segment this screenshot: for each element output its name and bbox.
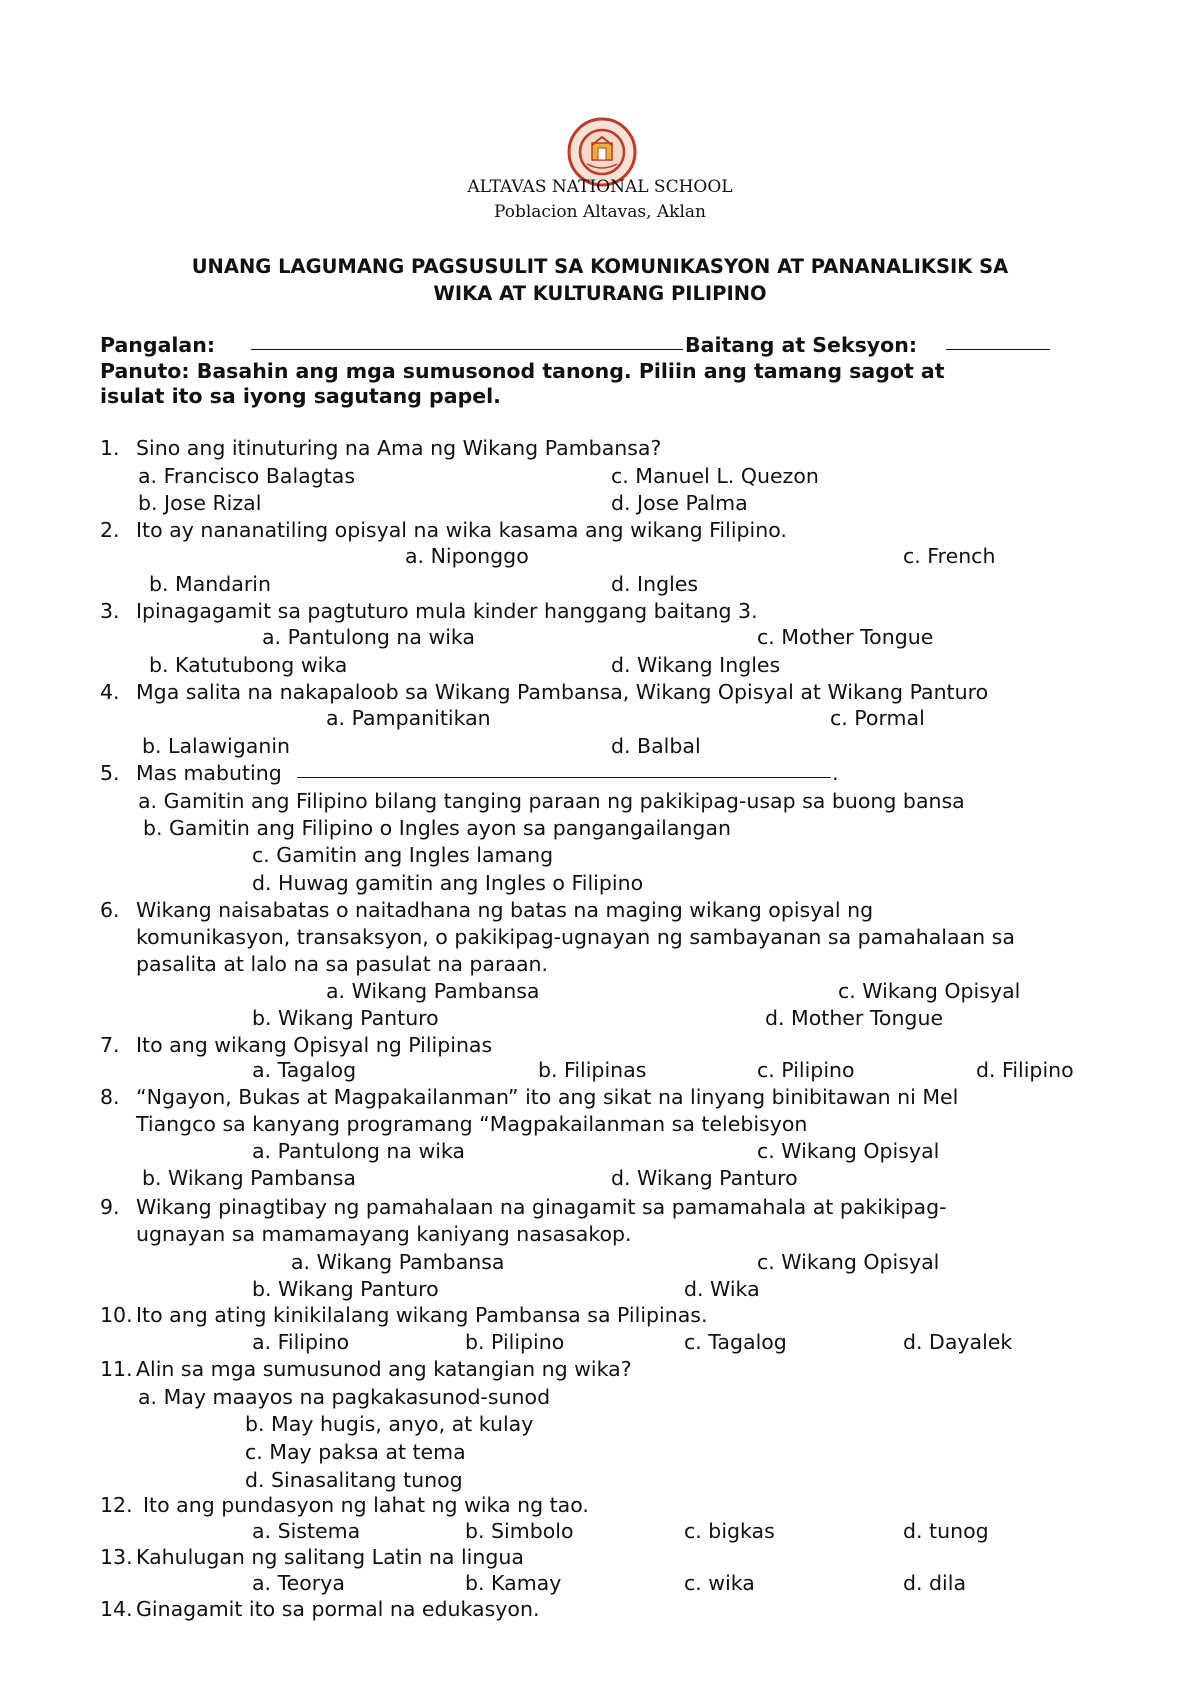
choice-d[interactable]: d. tunog [903, 1519, 989, 1543]
choice-d[interactable]: d. Jose Palma [611, 491, 748, 515]
question-text-line1: “Ngayon, Bukas at Magpakailanman” ito ang sikat na linyang binibitawan ni Mel [136, 1085, 959, 1109]
choice-c[interactable]: c. bigkas [684, 1519, 775, 1543]
question-text-line2: ugnayan sa mamamayang kaniyang nasasakop. [136, 1222, 632, 1246]
name-field[interactable] [251, 331, 683, 355]
choice-c[interactable]: c. Wikang Opisyal [757, 1250, 940, 1274]
choice-a[interactable]: a. Wikang Pambansa [291, 1250, 505, 1274]
choice-b[interactable]: b. Mandarin [149, 572, 271, 596]
choice-a[interactable]: a. May maayos na pagkakasunod-sunod [138, 1385, 551, 1409]
name-label: Pangalan: [100, 333, 216, 357]
choice-c[interactable]: c. Gamitin ang Ingles lamang [252, 843, 554, 867]
choice-a[interactable]: a. Francisco Balagtas [138, 464, 356, 488]
choice-d[interactable]: d. Mother Tongue [765, 1006, 944, 1030]
question-text-line3: pasalita at lalo na sa pasulat na paraan. [136, 952, 549, 976]
question-text: Alin sa mga sumusunod ang katangian ng wika? [136, 1357, 632, 1381]
question-text: Ito ang pundasyon ng lahat ng wika ng tao. [143, 1493, 589, 1517]
question-number: 14. [100, 1597, 133, 1621]
choice-b[interactable]: b. Wikang Pambansa [142, 1166, 356, 1190]
choice-d[interactable]: d. Huwag gamitin ang Ingles o Filipino [252, 871, 644, 895]
question-number: 12. [100, 1493, 133, 1517]
choice-b[interactable]: b. May hugis, anyo, at kulay [245, 1412, 534, 1436]
choice-d[interactable]: d. Ingles [611, 572, 699, 596]
choice-a[interactable]: a. Pantulong na wika [262, 625, 475, 649]
question-text: Mas mabuting [136, 761, 282, 785]
question-number: 4. [100, 680, 120, 704]
question-text: Ito ang wikang Opisyal ng Pilipinas [136, 1033, 493, 1057]
question-number: 7. [100, 1033, 120, 1057]
choice-a[interactable]: a. Wikang Pambansa [326, 979, 540, 1003]
choice-a[interactable]: a. Filipino [252, 1330, 350, 1354]
choice-d[interactable]: d. Dayalek [903, 1330, 1013, 1354]
choice-a[interactable]: a. Tagalog [252, 1058, 357, 1082]
question-text: Ipinagagamit sa pagtuturo mula kinder hanggang baitang 3. [136, 599, 758, 623]
choice-b[interactable]: b. Gamitin ang Filipino o Ingles ayon sa pangangailangan [143, 816, 731, 840]
choice-c[interactable]: c. wika [684, 1571, 755, 1595]
choice-b[interactable]: b. Jose Rizal [138, 491, 262, 515]
instructions-line2: isulat ito sa iyong sagutang papel. [100, 384, 501, 408]
choice-a[interactable]: a. Pampanitikan [326, 706, 491, 730]
question-end: . [832, 761, 839, 785]
question-number: 10. [100, 1303, 133, 1327]
question-number: 3. [100, 599, 120, 623]
choice-a[interactable]: a. Pantulong na wika [252, 1139, 465, 1163]
exam-title-line2: WIKA AT KULTURANG PILIPINO [433, 282, 767, 305]
choice-d[interactable]: d. Wikang Ingles [611, 653, 781, 677]
choice-c[interactable]: c. Pilipino [757, 1058, 855, 1082]
question-number: 9. [100, 1195, 120, 1219]
choice-a[interactable]: a. Gamitin ang Filipino bilang tanging paraan ng pakikipag-usap sa buong bansa [138, 789, 965, 813]
question-text-line1: Wikang pinagtibay ng pamahalaan na ginagamit sa pamamahala at pakikipag- [136, 1195, 947, 1219]
question-text: Kahulugan ng salitang Latin na lingua [136, 1545, 524, 1569]
instructions-line1: Panuto: Basahin ang mga sumusonod tanong. Piliin ang tamang sagot at [100, 359, 945, 383]
choice-b[interactable]: b. Wikang Panturo [252, 1006, 439, 1030]
school-name: ALTAVAS NATIONAL SCHOOL [467, 177, 733, 197]
choice-d[interactable]: d. Wika [684, 1277, 760, 1301]
choice-b[interactable]: b. Wikang Panturo [252, 1277, 439, 1301]
exam-title-line1: UNANG LAGUMANG PAGSUSULIT SA KOMUNIKASYON AT PANANALIKSIK SA [191, 255, 1009, 278]
question-number: 1. [100, 436, 120, 460]
choice-d[interactable]: d. Filipino [976, 1058, 1074, 1082]
choice-b[interactable]: b. Pilipino [465, 1330, 565, 1354]
choice-d[interactable]: d. Wikang Panturo [611, 1166, 798, 1190]
question-text-line1: Wikang naisabatas o naitadhana ng batas na maging wikang opisyal ng [136, 898, 874, 922]
question-text: Ginagamit ito sa pormal na edukasyon. [136, 1597, 540, 1621]
question-text-line2: komunikasyon, transaksyon, o pakikipag-ugnayan ng sambayanan sa pamahalaan sa [136, 925, 1015, 949]
question-number: 5. [100, 761, 120, 785]
question-number: 6. [100, 898, 120, 922]
question-number: 8. [100, 1085, 120, 1109]
school-address: Poblacion Altavas, Aklan [493, 202, 707, 222]
choice-c[interactable]: c. Tagalog [684, 1330, 787, 1354]
answer-blank[interactable] [297, 759, 831, 783]
question-text: Ito ay nananatiling opisyal na wika kasama ang wikang Filipino. [136, 518, 787, 542]
grade-label: Baitang at Seksyon: [685, 333, 918, 357]
choice-b[interactable]: b. Katutubong wika [149, 653, 348, 677]
question-text-line2: Tiangco sa kanyang programang “Magpakailanman sa telebisyon [136, 1112, 808, 1136]
grade-field[interactable] [946, 331, 1050, 355]
choice-c[interactable]: c. Mother Tongue [757, 625, 934, 649]
choice-b[interactable]: b. Kamay [465, 1571, 562, 1595]
question-text: Mga salita na nakapaloob sa Wikang Pambansa, Wikang Opisyal at Wikang Panturo [136, 680, 989, 704]
choice-b[interactable]: b. Simbolo [465, 1519, 574, 1543]
choice-d[interactable]: d. Balbal [611, 734, 701, 758]
question-number: 2. [100, 518, 120, 542]
choice-c[interactable]: c. May paksa at tema [245, 1440, 466, 1464]
choice-d[interactable]: d. Sinasalitang tunog [245, 1468, 463, 1492]
choice-c[interactable]: c. Wikang Opisyal [838, 979, 1021, 1003]
question-text: Ito ang ating kinikilalang wikang Pambansa sa Pilipinas. [136, 1303, 708, 1327]
question-text: Sino ang itinuturing na Ama ng Wikang Pambansa? [136, 436, 662, 460]
question-number: 11. [100, 1357, 133, 1381]
choice-c[interactable]: c. Manuel L. Quezon [611, 464, 819, 488]
choice-a[interactable]: a. Sistema [252, 1519, 361, 1543]
choice-c[interactable]: c. French [903, 544, 996, 568]
choice-a[interactable]: a. Niponggo [405, 544, 529, 568]
choice-b[interactable]: b. Filipinas [538, 1058, 647, 1082]
choice-c[interactable]: c. Wikang Opisyal [757, 1139, 940, 1163]
question-number: 13. [100, 1545, 133, 1569]
choice-c[interactable]: c. Pormal [830, 706, 925, 730]
choice-d[interactable]: d. dila [903, 1571, 967, 1595]
choice-b[interactable]: b. Lalawiganin [142, 734, 291, 758]
choice-a[interactable]: a. Teorya [252, 1571, 345, 1595]
